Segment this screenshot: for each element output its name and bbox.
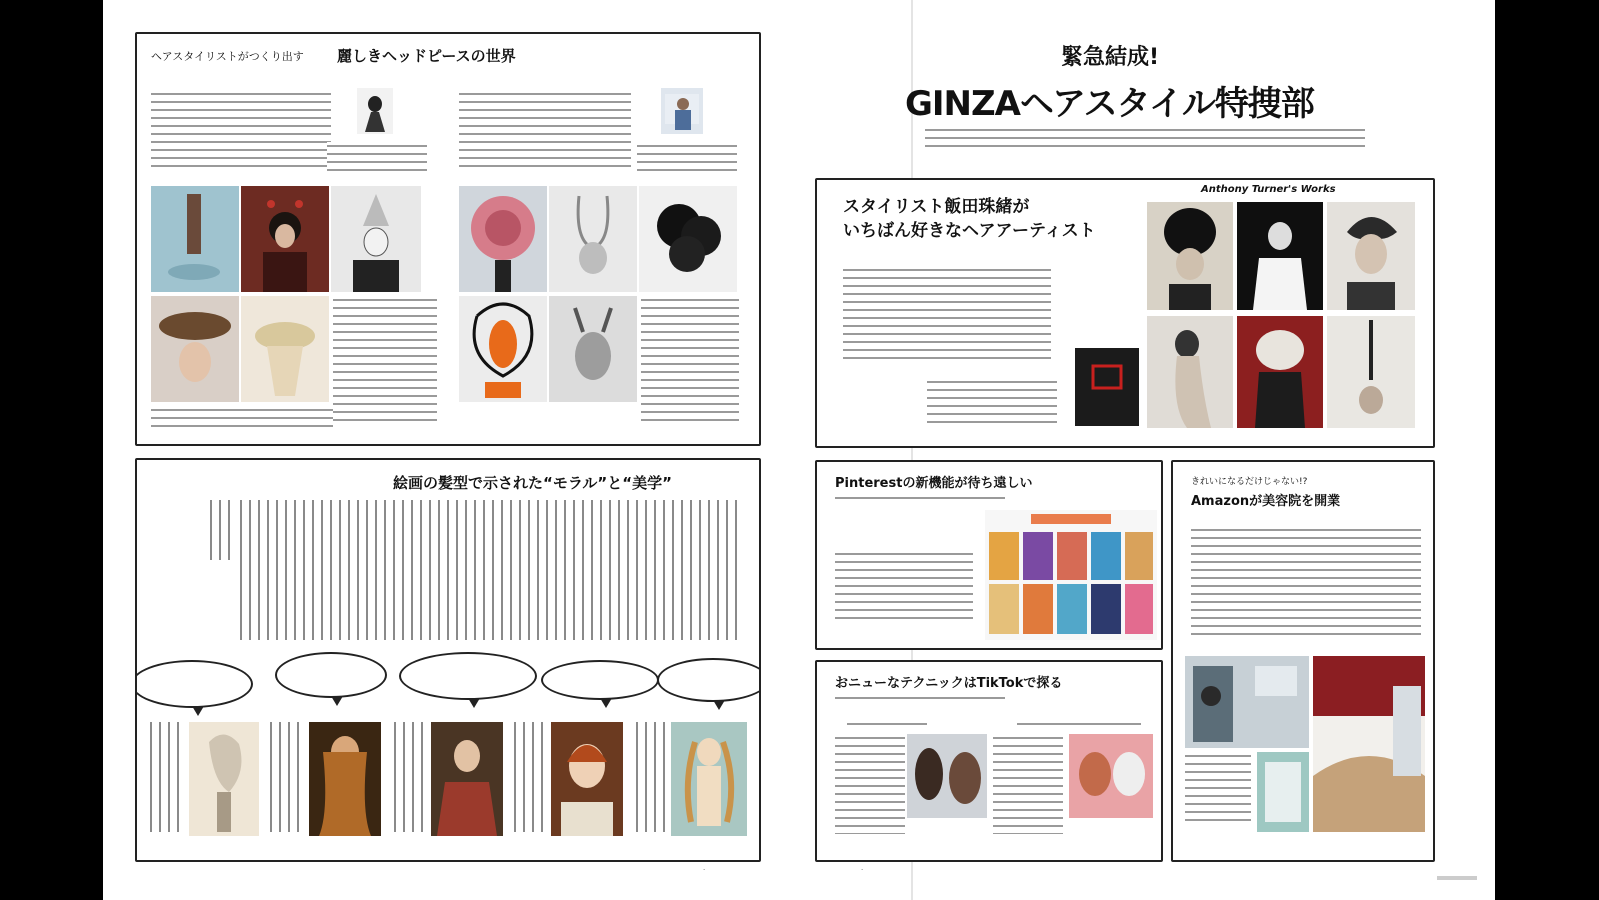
photo-woman-red [241,186,329,292]
tiktok-title: おニューなテクニックはTikTokで探る [835,676,1063,691]
works-label: Anthony Turner's Works [1201,184,1336,195]
small-photo-sculpture [357,88,393,134]
headpiece-kicker: ヘアスタイリストがつくり出す [151,50,304,63]
turner-work-1 [1147,202,1233,310]
stylist-box [815,178,1435,448]
byline-vertical [207,500,231,560]
feature-lead-text [925,126,1365,150]
headpiece-article [135,32,761,446]
issue-folio [1437,876,1477,880]
photo-woman-hat [151,296,239,402]
turner-work-4 [1147,316,1233,428]
painting-sketch [189,722,259,836]
amazon-title: Amazonが美容院を開業 [1191,494,1341,509]
tiktok-subtitle [835,694,1005,700]
right-page-number: · [861,866,864,874]
feature-title: GINZAヘアスタイル特捜部 [905,84,1314,124]
turner-work-5 [1237,316,1323,428]
tiktok-video-2 [1069,734,1153,818]
grid-caption-1 [333,296,437,426]
photo-bw-headpiece [331,186,421,292]
tiktok-box [815,660,1163,862]
speech-bubble-2 [275,652,387,698]
tiktok-heading-1 [847,720,927,726]
intro-text-right [459,90,631,170]
painting-venus [671,722,747,836]
intro-text-left [151,90,331,170]
pinterest-body-text [835,550,973,622]
pinterest-subtitle [835,494,1005,500]
caption-left [327,142,427,174]
speech-bubble-5 [657,658,761,702]
speech-bubble-3 [399,652,537,700]
small-photo-portrait [661,88,703,134]
stylist-title-line2: いちばん好きなヘアアーティスト [843,221,1096,241]
amazon-salon-photo-3 [1257,752,1309,832]
headpiece-title: 麗しきヘッドピースの世界 [337,47,516,65]
stylist-title-line1: スタイリスト飯田珠緒が [843,197,1030,217]
painting-redhead [551,722,623,836]
amazon-kicker: きれいになるだけじゃない!? [1191,477,1308,487]
body-text-vertical [237,500,737,640]
photo-orange-sculpture [459,296,547,402]
stylist-body-text [843,266,1051,362]
painting-text-1 [147,722,183,832]
painting-text-4 [511,722,547,832]
turner-work-3 [1327,202,1415,310]
painting-text-5 [633,722,669,832]
paintings-title: 絵画の髪型で示された“モラル”と“美学” [393,474,672,492]
amazon-box [1171,460,1435,862]
amazon-salon-photo-2 [1313,656,1425,832]
pinterest-box [815,460,1163,650]
pinterest-title: Pinterestの新機能が待ち遠しい [835,476,1033,491]
magazine-spread [103,0,1495,900]
painting-text-2 [267,722,303,832]
turner-work-2 [1237,202,1323,310]
painting-lady-red [431,722,503,836]
caption-right [637,142,737,174]
left-page-number: · [703,866,706,874]
book-caption [927,378,1057,428]
feature-kicker: 緊急結成! [1061,45,1160,70]
grid-caption-3 [151,406,333,430]
painting-magdalene [309,722,381,836]
photo-model-blue [151,186,239,292]
photo-horned-mask [549,296,637,402]
painting-text-3 [391,722,427,832]
photo-flower-crown [241,296,329,402]
speech-bubble-1 [135,660,253,708]
amazon-caption [1185,752,1251,822]
book-cover [1075,348,1139,426]
tiktok-heading-2 [1017,720,1141,726]
tiktok-video-1 [907,734,987,818]
grid-caption-2 [641,296,739,426]
photo-bunny-mask [549,186,637,292]
photo-black-flowers [639,186,737,292]
tiktok-body-text-1 [835,734,905,834]
amazon-salon-photo-1 [1185,656,1309,748]
pinterest-screenshot [985,510,1157,640]
photo-pink-rose [459,186,547,292]
speech-bubble-4 [541,660,659,700]
paintings-article [135,458,761,862]
tiktok-body-text-2 [993,734,1063,834]
amazon-body-text [1191,526,1421,638]
turner-work-6 [1327,316,1415,428]
